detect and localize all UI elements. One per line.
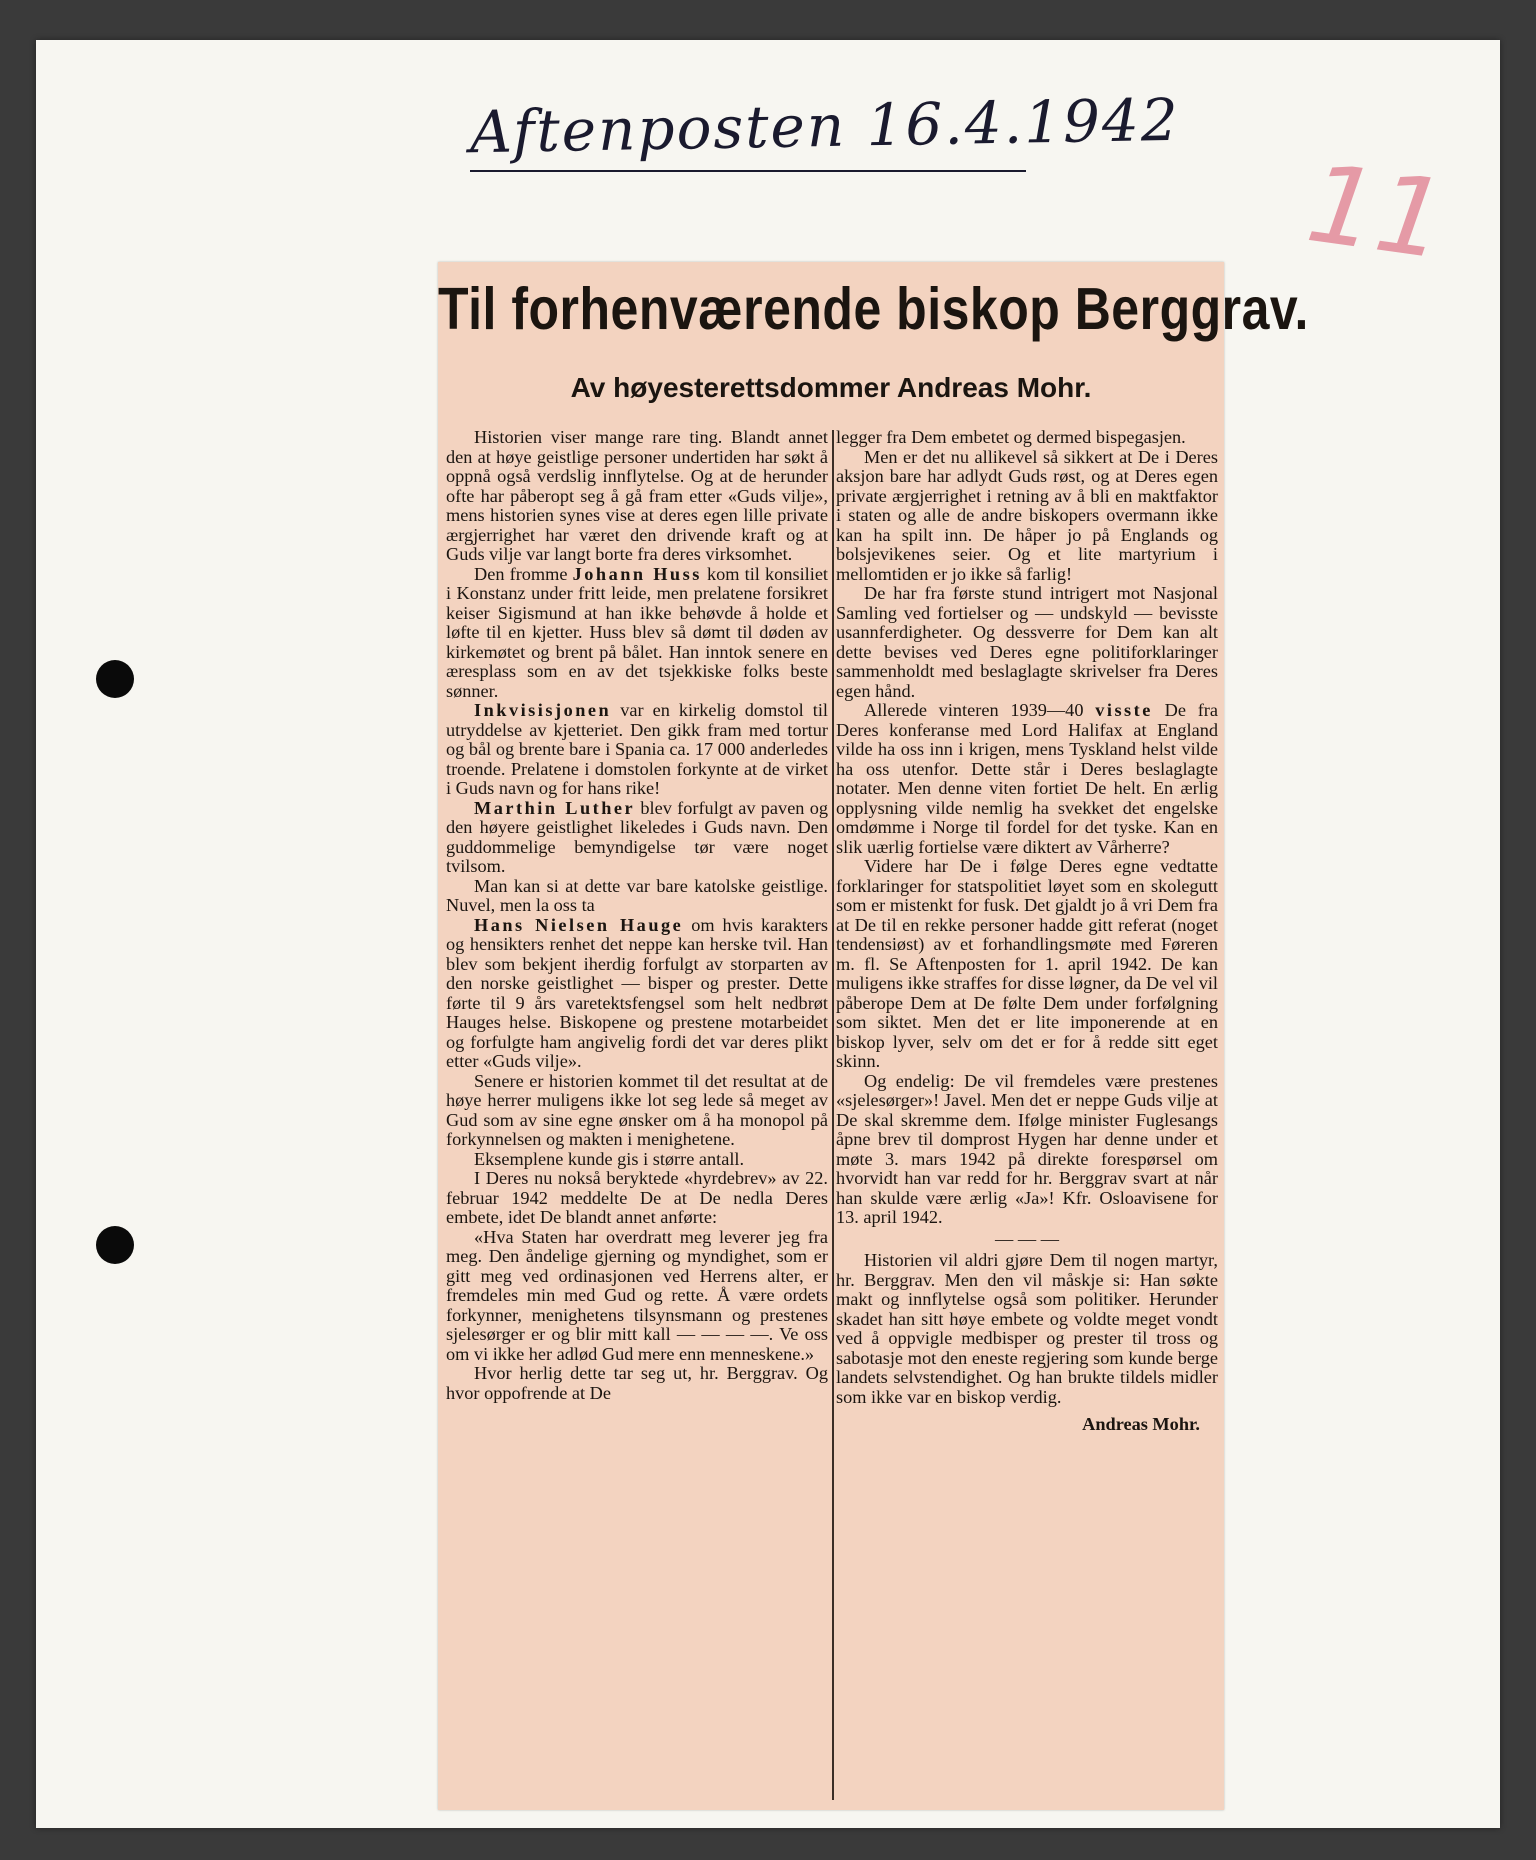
paragraph-vinter: Allerede vinteren 1939—40 visste De fra Deres konferanse med Lord Halifax at England vilde ha oss inn i krigen, mens Tyskland helst vilde ha oss utenfor. Dette står i Deres beslaglagte notater. Men denne viten fortiet De helt. En ærlig opplysning vilde nemlig ha svekket det engelske omdømme i Norge til fordel for det tyske. Kan en slik uærlig fortielse være diktert av Vårherre? [836, 700, 1218, 857]
spaced-name: Hans Nielsen Hauge [474, 914, 684, 935]
column-left [446, 428, 828, 1403]
paragraph: Hvor herlig dette tar seg ut, hr. Berggrav. Og hvor oppofrende at De [446, 1363, 828, 1403]
newspaper-clipping [438, 262, 1309, 1810]
column-divider [832, 430, 834, 1800]
author-signature: Andreas Mohr. [1082, 1414, 1200, 1434]
punch-hole-top [96, 660, 134, 698]
paragraph: Eksemplene kunde gis i større antall. [474, 1148, 745, 1169]
paragraph: Historien viser mange rare ting. Blandt annet den at høye geistlige personer undertiden har søkt å oppnå også verdslig innflytelse. Og at de herunder ofte har påberopt seg å gå fram etter «Guds vilje», mens historien synes vise at deres egen lille private ærgjerrighet har været den drivende kraft og at Guds vilje var langt borte fra deres virksomhet. [446, 427, 828, 564]
paragraph: De har fra første stund intrigert mot Nasjonal Samling ved fortielser og — undskyld — bevisste usannferdigheter. Og dessverre for Dem kan alt dette bevises ved Deres egne politiforklaringer sammenholdt med beslaglagte skrivelser fra Deres egen hånd. [836, 583, 1218, 701]
column-right [836, 428, 1218, 1435]
handwritten-underline [470, 170, 1026, 172]
paragraph: Videre har De i følge Deres egne vedtatte forklaringer for statspolitiet løyet som en skolegutt som er mistenkt for fusk. Det gjaldt jo å vri Dem fra at De til en rekke personer hadde gitt referat (noget tendensiøst) av et forhandlingsmøte med Føreren m. fl. Se Aftenposten for 1. april 1942. De kan muligens ikke straffes for disse løgner, da De vel vil påberope Dem at De følte Dem under forfølgning som siktet. Men det er lite imponerende at en biskop lyver, selv om det er for å redde sitt eget skinn. [836, 856, 1218, 1071]
paragraph-hauge: Hans Nielsen Hauge om hvis karakters og hensikters renhet det neppe kan herske tvil. Han blev som bekjent iherdig forfulgt av storparten av den norske geistlighet — bisper og prester. Dette førte til 9 års varetektsfengsel som helt nedbrøt Hauges helse. Biskopene og prestene motarbeidet og forfulgte ham angivelig fordi det var deres plikt etter «Guds vilje». [446, 914, 828, 1071]
paragraph: Man kan si at dette var bare katolske geistlige. Nuvel, men la oss ta [446, 875, 828, 915]
paragraph-continued: legger fra Dem embetet og dermed bispegasjen. [836, 427, 1186, 447]
handwritten-source-note: Aftenposten 16.4.1942 [469, 85, 1181, 167]
paragraph: Men er det nu allikevel så sikkert at De i Deres aksjon bare har adlydt Guds røst, og at Deres egen private ærgjerrighet i retning av å bli en maktfaktor i staten og alle de andre biskopers overmann ikke kan ha spilt inn. De håper jo på Englands og bolsjevikenes seier. Og et lite martyrium i mellomtiden er jo ikke så farlig! [836, 446, 1218, 584]
quotation: «Hva Staten har overdratt meg leverer jeg fra meg. Den åndelige gjerning og myndighet, som er gitt meg ved ordinasjonen ved Herrens alter, er fremdeles min med Gud og rette. Å være ordets forkynner, menighetens tilsynsmann og prestenes sjelesørger er og blir mitt kall — — — —. Ve oss om vi ikke her adlød Gud mere enn menneskene.» [446, 1226, 828, 1364]
punch-hole-bottom [96, 1226, 134, 1264]
page-number-mark: 11 [1299, 141, 1454, 284]
paragraph-huss: Den fromme Johann Huss kom til konsiliet i Konstanz under fritt leide, men prelatene forsikret keiser Sigismund at han ikke behøvde å holde et løfte til en kjetter. Huss blev så dømt til døden av kirkemøtet og brent på bålet. Han inntok senere en æresplass som en av det tsjekkiske folks beste sønner. [446, 563, 829, 701]
byline: Av høyesterettsdommer Andreas Mohr. [570, 372, 1092, 403]
paragraph: Senere er historien kommet til det resultat at de høye herrer muligens ikke lot seg lede så meget av Gud som av sine egne ønsker om å ha monopol på forkynnelsen og makten i menighetene. [446, 1070, 828, 1149]
paragraph: Og endelig: De vil fremdeles være prestenes «sjelesørger»! Javel. Men det er neppe Guds vilje at De skal skremme dem. Ifølge minister Fuglesangs åpne brev til domprost Hygen har denne under et møte 3. mars 1942 på direkte forespørsel om hvorvidt han var redd for hr. Berggrav svart at når han skulde være ærlig «Ja»! Kfr. Osloavisene for 13. april 1942. [836, 1070, 1218, 1227]
paragraph-inkvisisjon: Inkvisisjonen var en kirkelig domstol til utryddelse av kjetteriet. Den gikk fram med tortur og bål og brente bare i Spania ca. 17 000 anderledes troende. Prelatene i domstolen forkynte at de virket i Guds navn og for hans rike! [446, 700, 828, 798]
spaced-name: Marthin Luther [474, 797, 636, 818]
headline: Til forhenværende biskop Berggrav. [438, 275, 1309, 343]
spaced-name: Inkvisisjonen [474, 700, 612, 720]
spaced-word: visste [1095, 700, 1153, 720]
paragraph: I Deres nu nokså beryktede «hyrdebrev» av 22. februar 1942 meddelte De at De nedla Deres embete, idet De blandt annet anførte: [446, 1168, 828, 1227]
paragraph-luther: Marthin Luther blev forfulgt av paven og den høyere geistlighet likeledes i Guds navn. Den guddommelige bemyndigelse tør være noget tvilsom. [446, 797, 828, 876]
section-separator: — — — [995, 1228, 1059, 1249]
closing-paragraph: Historien vil aldri gjøre Dem til nogen martyr, hr. Berggrav. Men den vil måskje si: Han søkte makt og innflytelse også som politiker. Herunder skadet han sitt høye embete og voldte meget vondt ved å oppvigle medbisper og prester til tross og sabotasje mot den eneste regjering som kunde berge landets selvstendighet. Og han brukte tildels midler som ikke var en biskop verdig. [836, 1250, 1218, 1407]
spaced-name: Johann Huss [572, 563, 702, 584]
